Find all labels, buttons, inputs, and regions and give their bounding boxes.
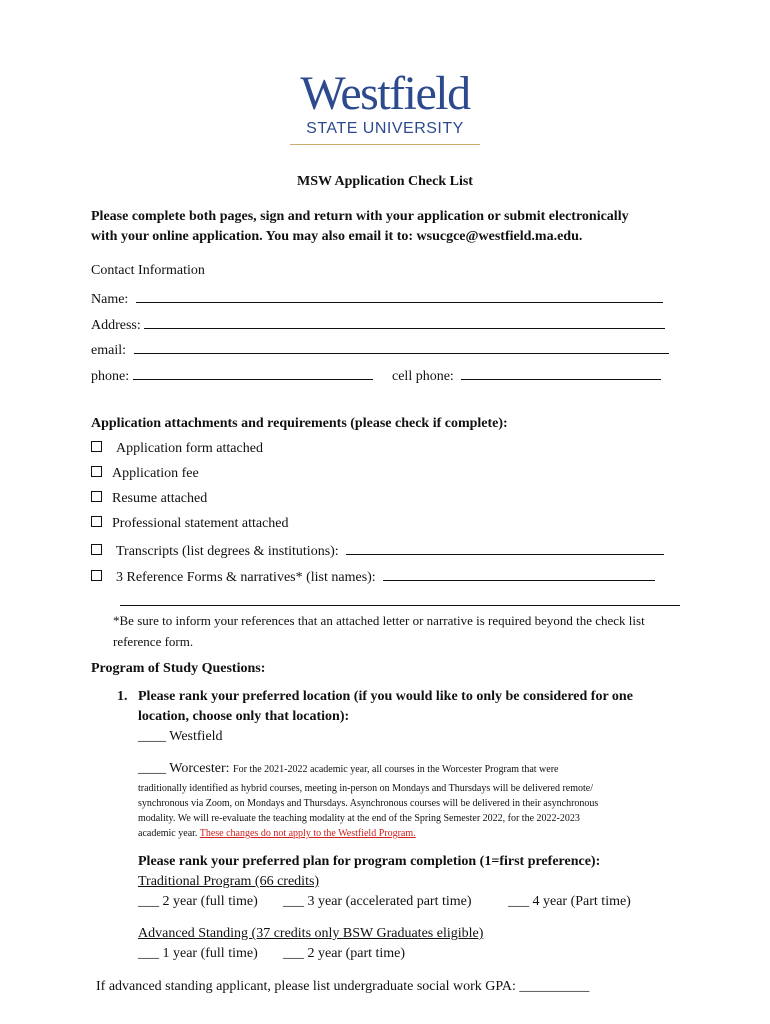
westfield-exception-note: These changes do not apply to the Westfield Program. (199, 828, 416, 839)
checklist-item (91, 541, 664, 560)
checklist-label: 3 Reference Forms & narratives* (list names): (116, 570, 376, 585)
checklist-item (91, 567, 655, 586)
location-westfield[interactable]: ____ Westfield (138, 729, 223, 744)
gpa-field[interactable]: If advanced standing applicant, please list undergraduate social work GPA: __________ (96, 979, 590, 994)
references-field[interactable] (383, 567, 655, 581)
advanced-heading: Advanced Standing (37 credits only BSW Graduates eligible) (138, 926, 484, 941)
email-row (91, 340, 669, 359)
checkbox[interactable] (91, 491, 102, 502)
advanced-option-1yr[interactable]: ___ 1 year (full time) (138, 946, 258, 961)
worcester-note-4: modality. We will re-evaluate the teaching modality at the end of the Spring Semester 2022, for the 2022-2023 (138, 813, 580, 824)
instructions-line-1: Please complete both pages, sign and return with your application or submit electronically (91, 209, 629, 224)
checkbox[interactable] (91, 466, 102, 477)
email-label: email: (91, 343, 126, 358)
email-field[interactable] (134, 340, 669, 354)
checklist-label: Application form attached (116, 441, 263, 456)
checkbox[interactable] (91, 516, 102, 527)
traditional-option-3yr[interactable]: ___ 3 year (accelerated part time) (283, 894, 472, 909)
checkbox[interactable] (91, 570, 102, 581)
phone-row (91, 366, 373, 385)
traditional-option-4yr[interactable]: ___ 4 year (Part time) (508, 894, 631, 909)
checklist-item (91, 441, 263, 457)
cell-phone-row (392, 366, 661, 385)
traditional-heading: Traditional Program (66 credits) (138, 874, 320, 889)
phone-label: phone: (91, 369, 130, 384)
page-title: MSW Application Check List (297, 174, 473, 189)
checkbox[interactable] (91, 441, 102, 452)
checklist-item (91, 491, 207, 507)
worcester-note-1: For the 2021-2022 academic year, all courses in the Worcester Program that were (233, 764, 559, 775)
question-number: 1. (117, 689, 128, 704)
worcester-note-3: synchronous via Zoom, on Mondays and Thursdays. Asynchronous courses will be delivered in their asynchronous (138, 798, 599, 809)
checklist-item (91, 466, 199, 482)
question-1-line-1: Please rank your preferred location (if you would like to only be considered for one (138, 689, 633, 704)
contact-heading: Contact Information (91, 263, 205, 278)
plan-heading: Please rank your preferred plan for program completion (1=first preference): (138, 854, 601, 869)
checklist-label: Application fee (112, 466, 199, 481)
name-row (91, 289, 663, 308)
name-field[interactable] (136, 289, 663, 303)
attachments-heading: Application attachments and requirements (please check if complete): (91, 416, 508, 431)
references-extra-line[interactable] (120, 605, 680, 606)
instructions-line-2: with your online application. You may also email it to: wsucgce@westfield.ma.edu. (91, 229, 583, 244)
logo-divider (290, 144, 480, 145)
cell-phone-label: cell phone: (392, 369, 454, 384)
checklist-label: Professional statement attached (112, 516, 289, 531)
location-worcester[interactable] (138, 761, 559, 777)
checklist-item (91, 516, 289, 532)
cell-phone-field[interactable] (461, 366, 661, 380)
traditional-option-2yr[interactable]: ___ 2 year (full time) (138, 894, 258, 909)
university-logo (0, 67, 770, 145)
reference-note-line-2: reference form. (113, 634, 194, 649)
address-label: Address: (91, 318, 141, 333)
phone-field[interactable] (133, 366, 373, 380)
checkbox[interactable] (91, 544, 102, 555)
worcester-note-2: traditionally identified as hybrid courses, meeting in-person on Mondays and Thursdays will be delivered remote/ (138, 783, 593, 794)
worcester-blank: ____ (138, 761, 170, 776)
logo-wordmark: Westfield (300, 67, 470, 120)
program-heading: Program of Study Questions: (91, 661, 266, 676)
checklist-label: Resume attached (112, 491, 208, 506)
worcester-label: Worcester: (169, 761, 230, 776)
worcester-note-5 (138, 826, 416, 841)
logo-subtitle: STATE UNIVERSITY (306, 120, 464, 137)
address-field[interactable] (144, 315, 665, 329)
checklist-label: Transcripts (list degrees & institutions): (116, 544, 339, 559)
question-1-line-2: location, choose only that location): (138, 709, 350, 724)
name-label: Name: (91, 292, 129, 307)
address-row (91, 315, 665, 334)
advanced-option-2yr[interactable]: ___ 2 year (part time) (283, 946, 406, 961)
reference-note-line-1: *Be sure to inform your references that an attached letter or narrative is required beyond the check list (113, 613, 645, 628)
transcripts-field[interactable] (346, 541, 664, 555)
worcester-note-5-text: academic year. (138, 828, 200, 839)
